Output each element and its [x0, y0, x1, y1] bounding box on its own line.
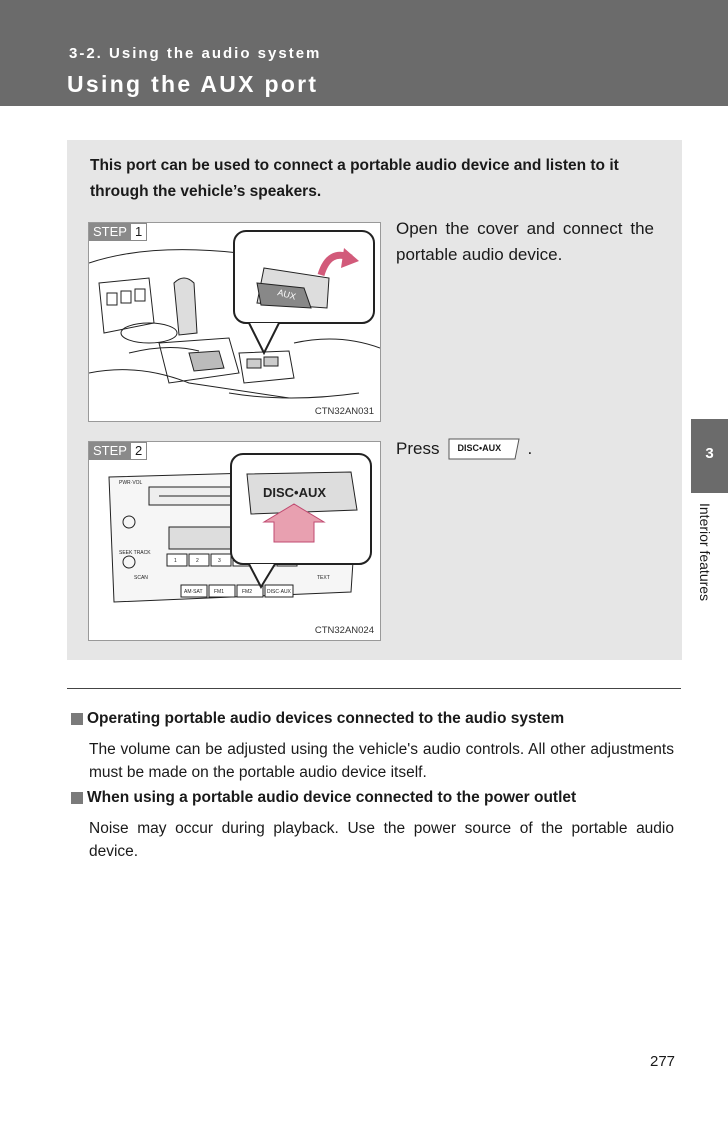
step-label: STEP	[89, 223, 131, 241]
note-1-body: The volume can be adjusted using the vehicle's audio controls. All other adjustments must be made on the portable audio device itself.	[89, 741, 674, 781]
am-sat-label: AM·SAT	[184, 589, 203, 595]
scan-label: SCAN	[134, 575, 148, 581]
preset-3: 3	[218, 558, 221, 564]
preset-2: 2	[196, 558, 199, 564]
page-title: Using the AUX port	[67, 71, 319, 97]
intro-text: This port can be used to connect a portable audio device and listen to it through the vehicle’s speakers.	[90, 157, 619, 200]
step-number: 2	[131, 442, 147, 460]
pwr-vol-label: PWR·VOL	[119, 480, 143, 486]
square-bullet-icon	[71, 713, 83, 725]
section-title: 3-2. Using the audio system	[69, 45, 322, 62]
disc-aux-small-label: DISC·AUX	[267, 589, 291, 595]
step-1-badge	[89, 223, 147, 241]
disc-aux-figure-label: DISC•AUX	[263, 485, 327, 500]
disc-aux-button-label: DISC•AUX	[457, 443, 502, 453]
press-text: Press	[396, 439, 440, 458]
step-2-description	[396, 437, 532, 461]
fm2-label: FM2	[242, 589, 252, 595]
page-number: 277	[650, 1053, 676, 1070]
step-1-figure	[88, 222, 381, 422]
preset-1: 1	[174, 558, 177, 564]
chapter-tab: 3	[691, 419, 728, 493]
console-illustration	[89, 223, 380, 421]
divider	[67, 688, 681, 689]
chapter-tab-label: Interior features	[697, 503, 713, 602]
figure-code: CTN32AN024	[314, 625, 374, 636]
aux-label: AUX	[276, 287, 297, 302]
note-1-heading	[71, 710, 564, 728]
note-2-heading	[71, 789, 576, 807]
step-number: 1	[131, 223, 147, 241]
note-heading-text: Operating portable audio devices connected to the audio system	[87, 710, 565, 727]
text-label: TEXT	[317, 575, 330, 581]
page-header	[0, 0, 728, 106]
note-2-body: Noise may occur during playback. Use the power source of the portable audio device.	[89, 820, 674, 860]
note-heading-text: When using a portable audio device connected to the power outlet	[87, 789, 577, 806]
square-bullet-icon	[71, 792, 83, 804]
step-2-figure	[88, 441, 381, 641]
audio-head-unit-illustration	[89, 442, 380, 640]
fm1-label: FM1	[214, 589, 224, 595]
disc-aux-button-icon	[447, 437, 521, 461]
seek-track-label: SEEK TRACK	[119, 550, 151, 556]
press-suffix: .	[527, 439, 533, 458]
step-label: STEP	[89, 442, 131, 460]
step-2-badge	[89, 442, 147, 460]
figure-code: CTN32AN031	[314, 406, 374, 417]
step-1-description: Open the cover and connect the portable audio device.	[396, 219, 654, 264]
